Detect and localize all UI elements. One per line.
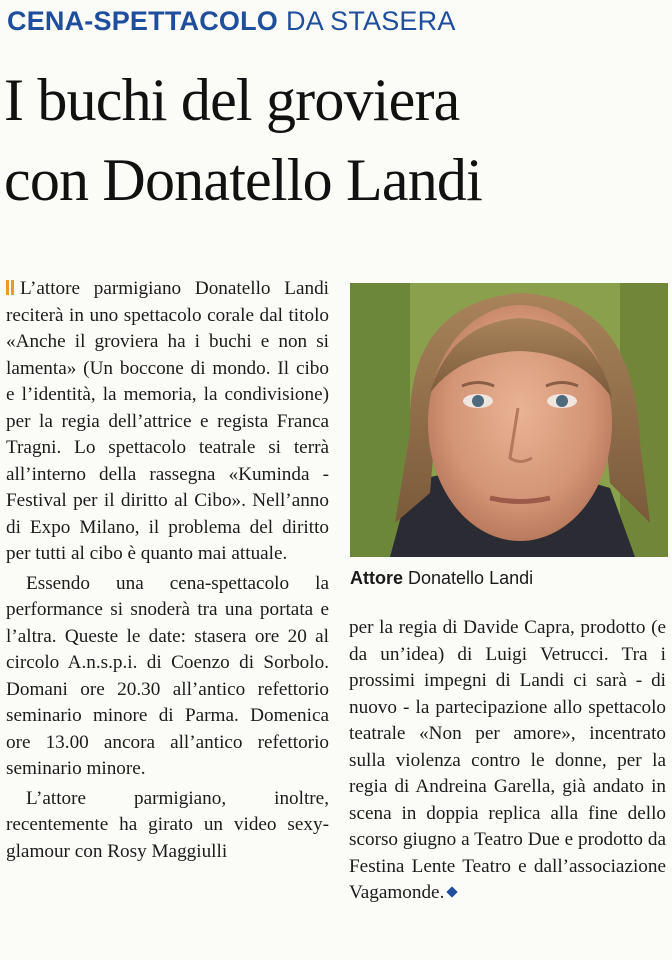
photo-caption xyxy=(350,566,668,590)
section-subtitle: DA STASERA xyxy=(286,6,456,36)
paragraph-1 xyxy=(6,276,329,568)
end-of-article-icon xyxy=(447,886,458,897)
caption-name: Donatello Landi xyxy=(408,568,534,588)
section-category: CENA-SPETTACOLO xyxy=(7,6,278,36)
actor-photo xyxy=(350,283,668,557)
article-column-2 xyxy=(349,615,666,907)
paragraph-4-text: per la regia di Davide Capra, prodotto (e da un’idea) di Luigi Vetrucci. Tra i prossimi impegni di Landi ci sarà - di nuovo - la partecipazione allo spettacolo teatrale «Non per amore», incentrato sulla violenza contro le donne, per la regia di Andreina Garella, già andato in scena in doppia replica alla fine dello scorso giugno a Teatro Due e prodotto da Festina Lente Teatro e dall’associazione Vagamonde. xyxy=(349,617,666,903)
paragraph-2: Essendo una cena-spettacolo la performance si snoderà tra una portata e l’altra. Queste le date: stasera ore 20 al circolo A.n.s.p.i. di Coenzo di Sorbolo. Domani ore 20.30 all’antico refettorio seminario minore di Parma. Domenica ore 13.00 ancora all’antico refettorio seminario minore. xyxy=(6,572,329,779)
paragraph-3: L’attore parmigiano, inoltre, recentemente ha girato un video sexy-glamour con Rosy Maggiulli xyxy=(6,787,329,862)
article-column-1 xyxy=(6,276,329,865)
paragraph-4 xyxy=(349,615,666,907)
actor-portrait-image xyxy=(350,283,668,557)
paragraph-1-text: L’attore parmigiano Donatello Landi reciterà in uno spettacolo corale dal titolo «Anche il groviera ha i buchi e non si lamenta» (Un boccone di mondo. Il cibo e l’identità, la memoria, la condivisione) per la regia dell’attrice e regista Franca Tragni. Lo spettacolo teatrale si terrà all’interno della rassegna «Kuminda - Festival per il diritto al Cibo». Nell’anno di Expo Milano, il problema del diritto per tutti al cibo è quanto mai attuale. xyxy=(6,278,329,564)
headline xyxy=(4,60,668,220)
headline-line-1: I buchi del groviera xyxy=(4,67,460,133)
caption-label: Attore xyxy=(350,568,403,588)
paragraph-marker-icon xyxy=(6,280,16,295)
kicker xyxy=(7,4,456,38)
headline-line-2: con Donatello Landi xyxy=(4,147,482,213)
